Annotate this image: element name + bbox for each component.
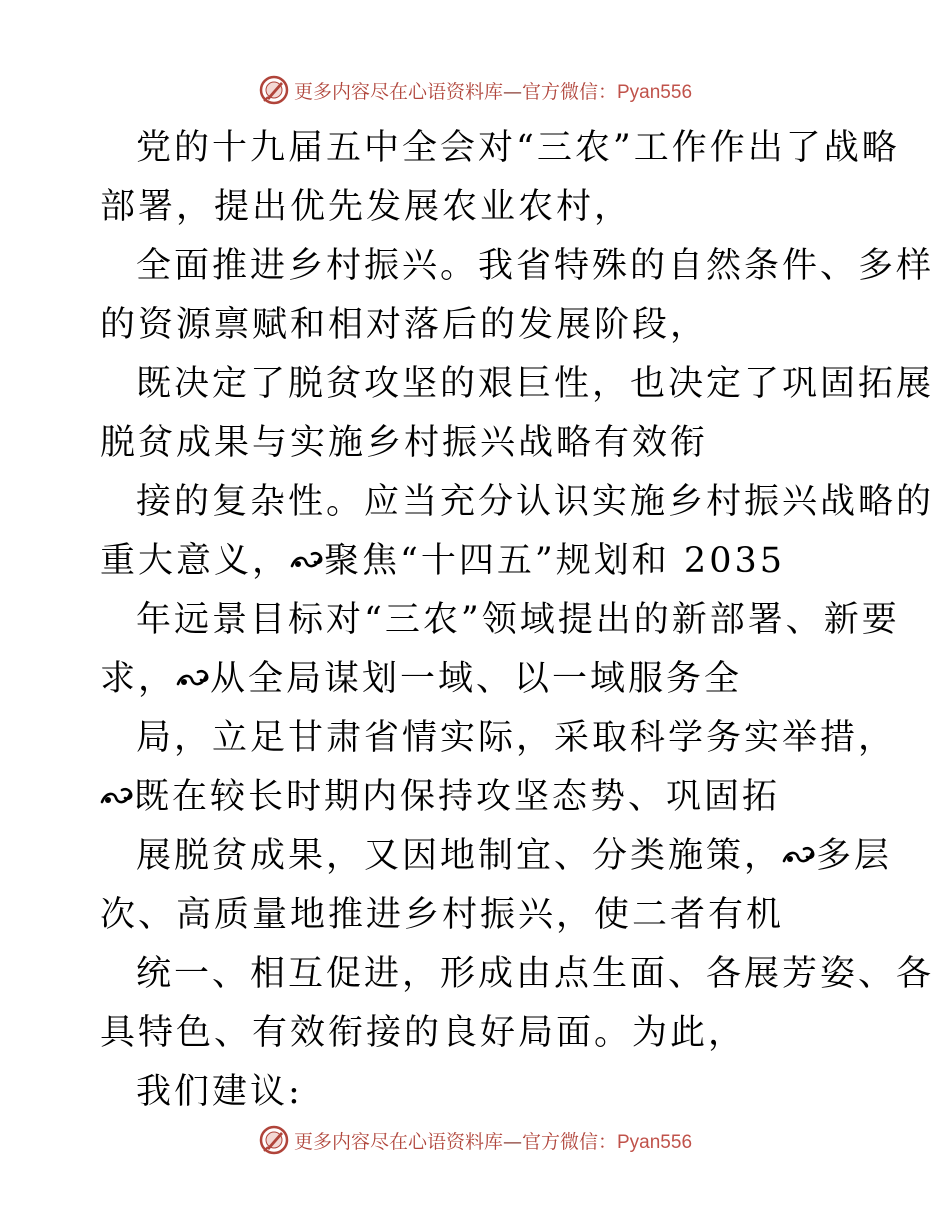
watermark-text: 更多内容尽在心语资料库—官方微信：Pyan556 <box>293 80 693 103</box>
text-line: 局，立足甘肃省情实际，采取科学务实举措， <box>136 718 897 758</box>
text-line: 我们建议: <box>136 1072 303 1112</box>
text-line: 党的十九届五中全会对“三农”工作作出了战略 <box>136 128 900 168</box>
text-line: 统一、相互促进，形成由点生面、各展芳姿、各 <box>136 954 935 994</box>
text-segment: 既在较长时期内保持攻坚态势、巩固拓 <box>134 777 781 817</box>
text-segment: 从全局谋划一域、以一域服务全 <box>210 659 743 699</box>
text-line: 接的复杂性。应当充分认识实施乡村振兴战略的 <box>136 482 935 522</box>
quill-seal-icon <box>258 74 290 106</box>
text-line: 全面推进乡村振兴。我省特殊的自然条件、多样 <box>136 246 935 286</box>
ornament-flourish-icon <box>176 666 210 692</box>
text-line: 具特色、有效衔接的良好局面。为此， <box>100 1013 747 1053</box>
quill-seal-icon <box>258 1124 290 1156</box>
text-line: 年远景目标对“三农”领域提出的新部署、新要 <box>136 600 900 640</box>
text-line: 次、高质量地推进乡村振兴，使二者有机 <box>100 895 785 935</box>
watermark-header <box>0 72 950 108</box>
text-line <box>136 828 892 884</box>
ornament-flourish-icon <box>290 548 324 574</box>
watermark-text: 更多内容尽在心语资料库—官方微信：Pyan556 <box>293 1130 693 1153</box>
text-segment: 聚焦“十四五”规划和 2035 <box>324 541 786 581</box>
text-segment: 多层 <box>816 836 893 876</box>
text-line: 的资源禀赋和相对落后的发展阶段， <box>100 305 709 345</box>
text-line <box>100 769 780 825</box>
text-line: 既决定了脱贫攻坚的艰巨性，也决定了巩固拓展 <box>136 364 935 404</box>
ornament-flourish-icon <box>100 784 134 810</box>
watermark-footer <box>0 1122 950 1158</box>
text-line <box>100 651 742 707</box>
text-line: 部署，提出优先发展农业农村， <box>100 187 633 227</box>
text-segment: 求， <box>100 659 177 699</box>
text-segment: 展脱贫成果，又因地制宜、分类施策， <box>136 836 783 876</box>
text-segment: 重大意义， <box>100 541 291 581</box>
text-line <box>100 533 785 589</box>
ornament-flourish-icon <box>782 843 816 869</box>
text-line: 脱贫成果与实施乡村振兴战略有效衔 <box>100 423 709 463</box>
